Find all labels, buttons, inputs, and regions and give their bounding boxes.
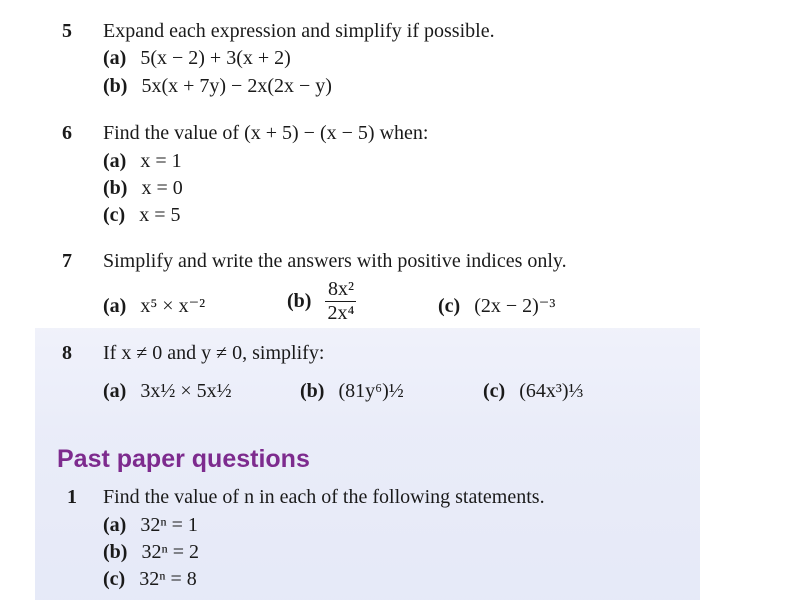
expression: (64x³)⅓ <box>519 380 584 402</box>
expression: (2x − 2)⁻³ <box>474 295 556 317</box>
question-5-number: 5 <box>62 20 72 42</box>
question-6-part-a <box>103 150 182 173</box>
part-label: (c) <box>483 380 506 402</box>
past-paper-question-1-part-b <box>103 541 199 564</box>
fraction-numerator: 8x² <box>325 278 356 302</box>
question-8-part-a <box>103 380 232 403</box>
part-label: (c) <box>103 204 126 226</box>
part-label: (b) <box>103 177 128 199</box>
part-label: (a) <box>103 150 127 172</box>
question-7-part-b <box>287 278 356 325</box>
question-8-text: If x ≠ 0 and y ≠ 0, simplify: <box>103 342 325 364</box>
question-5-part-a <box>103 47 291 70</box>
expression: x = 5 <box>139 204 181 226</box>
part-label: (a) <box>103 47 127 69</box>
fraction-denominator: 2x⁴ <box>327 302 355 324</box>
question-8-part-b <box>300 380 404 403</box>
past-paper-question-1-part-c <box>103 568 197 591</box>
part-label: (b) <box>287 290 312 312</box>
question-8-part-c <box>483 380 584 403</box>
part-label: (c) <box>103 568 126 590</box>
section-heading: Past paper questions <box>57 445 310 473</box>
question-7-part-c <box>438 293 555 318</box>
expression: x = 1 <box>140 150 182 172</box>
question-7-part-a <box>103 293 205 318</box>
question-8-number: 8 <box>62 342 72 364</box>
part-label: (b) <box>300 380 325 402</box>
expression: x = 0 <box>141 177 183 199</box>
question-5-part-b <box>103 75 332 98</box>
part-label: (a) <box>103 380 127 402</box>
expression: x⁵ × x⁻² <box>140 295 206 317</box>
part-label: (a) <box>103 514 127 536</box>
expression: 5x(x + 7y) − 2x(2x − y) <box>141 75 332 97</box>
expression: 32ⁿ = 8 <box>139 568 197 590</box>
part-label: (b) <box>103 541 128 563</box>
expression: 32ⁿ = 2 <box>141 541 200 563</box>
expression: 3x½ × 5x½ <box>140 380 232 402</box>
part-label: (a) <box>103 295 127 317</box>
past-paper-question-1-text: Find the value of n in each of the following statements. <box>103 486 545 508</box>
fraction <box>325 278 356 325</box>
question-6-part-b <box>103 177 183 200</box>
past-paper-question-1-number: 1 <box>67 486 77 508</box>
expression: 32ⁿ = 1 <box>140 514 198 536</box>
part-label: (b) <box>103 75 128 97</box>
question-7-text: Simplify and write the answers with positive indices only. <box>103 250 567 272</box>
past-paper-question-1-part-a <box>103 514 198 537</box>
part-label: (c) <box>438 295 461 317</box>
expression: 5(x − 2) + 3(x + 2) <box>140 47 291 69</box>
question-7-number: 7 <box>62 250 72 272</box>
expression: (81y⁶)½ <box>338 380 404 402</box>
question-6-number: 6 <box>62 122 72 144</box>
question-5-text: Expand each expression and simplify if possible. <box>103 20 495 42</box>
question-6-text: Find the value of (x + 5) − (x − 5) when: <box>103 122 429 144</box>
question-6-part-c <box>103 204 180 227</box>
